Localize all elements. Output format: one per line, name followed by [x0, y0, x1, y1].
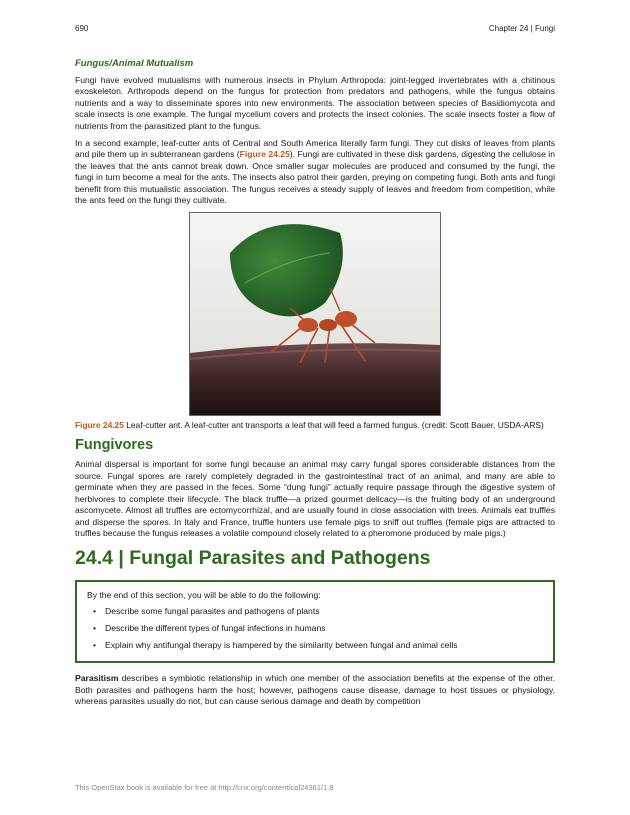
figure-label: Figure 24.25	[75, 420, 124, 431]
objectives-intro: By the end of this section, you will be able to do the following:	[87, 590, 321, 601]
mutualism-paragraph-1: Fungi have evolved mutualisms with numerous insects in Phylum Arthropoda: joint-legged invertebrates with a chitinous exoskeleton. Arthropods depend on the fungus for protection from predators and pathogens, while the fungus obtains nutrients and a way to disseminate spores into new environments. The association between species of Basidiomycota and scale insects is one example. The fungal mycelium covers and protects the insect colonies. The scale insects foster a flow of nutrients from the parasitized plant to the fungus.	[75, 75, 555, 131]
figure-caption: Figure 24.25 Leaf-cutter ant. A leaf-cutter ant transports a leaf that will feed a farmed fungus. (credit: Scott Bauer, USDA-ARS)	[75, 420, 544, 431]
page-number: 690	[75, 24, 89, 33]
figure-reference-link[interactable]: Figure 24.25	[239, 149, 290, 160]
section-heading: 24.4 | Fungal Parasites and Pathogens	[75, 547, 431, 570]
fungivores-paragraph: Animal dispersal is important for some fungi because an animal may carry fungal spores considerable distances from the source. Fungal spores are rarely completely degraded in the gastrointestinal tract of an animal, and many are able to germinate when they are passed in the feces. Some “dung fungi” actually require passage through the digestive system of herbivores to complete their lifecycle. The black truffle—a prized gourmet delicacy—is the fruiting body of an underground ascomycete. Almost all truffles are ectomycorrhizal, and are usually found in close association with trees. Animals eat truffles and disperse the spores. In Italy and France, truffle hunters use female pigs to sniff out truffles (female pigs are attracted to truffles because the fungus releases a volatile compound closely related to a pheromone produced by male pigs.)	[75, 459, 555, 538]
learning-objectives-box	[75, 580, 555, 663]
chapter-title: Chapter 24 | Fungi	[488, 24, 555, 33]
leaf-cutter-ant-illustration	[190, 213, 440, 415]
objective-item: • Describe some fungal parasites and pathogens of plants	[105, 606, 543, 616]
leaf-cutter-ant-photo	[189, 212, 441, 416]
objective-item: • Explain why antifungal therapy is hampered by the similarity between fungal and animal cells	[105, 640, 543, 650]
parasitism-paragraph: Parasitism describes a symbiotic relationship in which one member of the association benefits at the expense of the other. Both parasites and pathogens harm the host; however, pathogens cause disease, damage to host tissues or physiology, whereas parasites usually do not, but can cause serious damage and death by competition	[75, 673, 555, 707]
objectives-list	[87, 606, 543, 650]
objective-item: • Describe the different types of fungal infections in humans	[105, 623, 543, 633]
fungivores-heading: Fungivores	[75, 437, 154, 454]
mutualism-heading: Fungus/Animal Mutualism	[75, 58, 194, 69]
page-content	[75, 58, 555, 714]
parasitism-term: Parasitism	[75, 673, 119, 684]
mutualism-paragraph-2: In a second example, leaf-cutter ants of Central and South America literally farm fungi. They cut disks of leaves from plants and pile them up in subterranean gardens (Figure 24.25). Fungi are cultivated in these disk gardens, digesting the cellulose in the leaves that the ants cannot break down. Once smaller sugar molecules are produced and consumed by the fungi, the fungi in turn become a meal for the ants. The insects also patrol their garden, preying on competing fungi. Both ants and fungi benefit from this mutualistic association. The fungus receives a steady supply of leaves and freedom from competition, while the ants feed on the fungi they cultivate.	[75, 138, 555, 206]
page-footer: This OpenStax book is available for free at http://cnx.org/content/col24361/1.8	[75, 783, 334, 792]
page-header	[75, 24, 555, 33]
